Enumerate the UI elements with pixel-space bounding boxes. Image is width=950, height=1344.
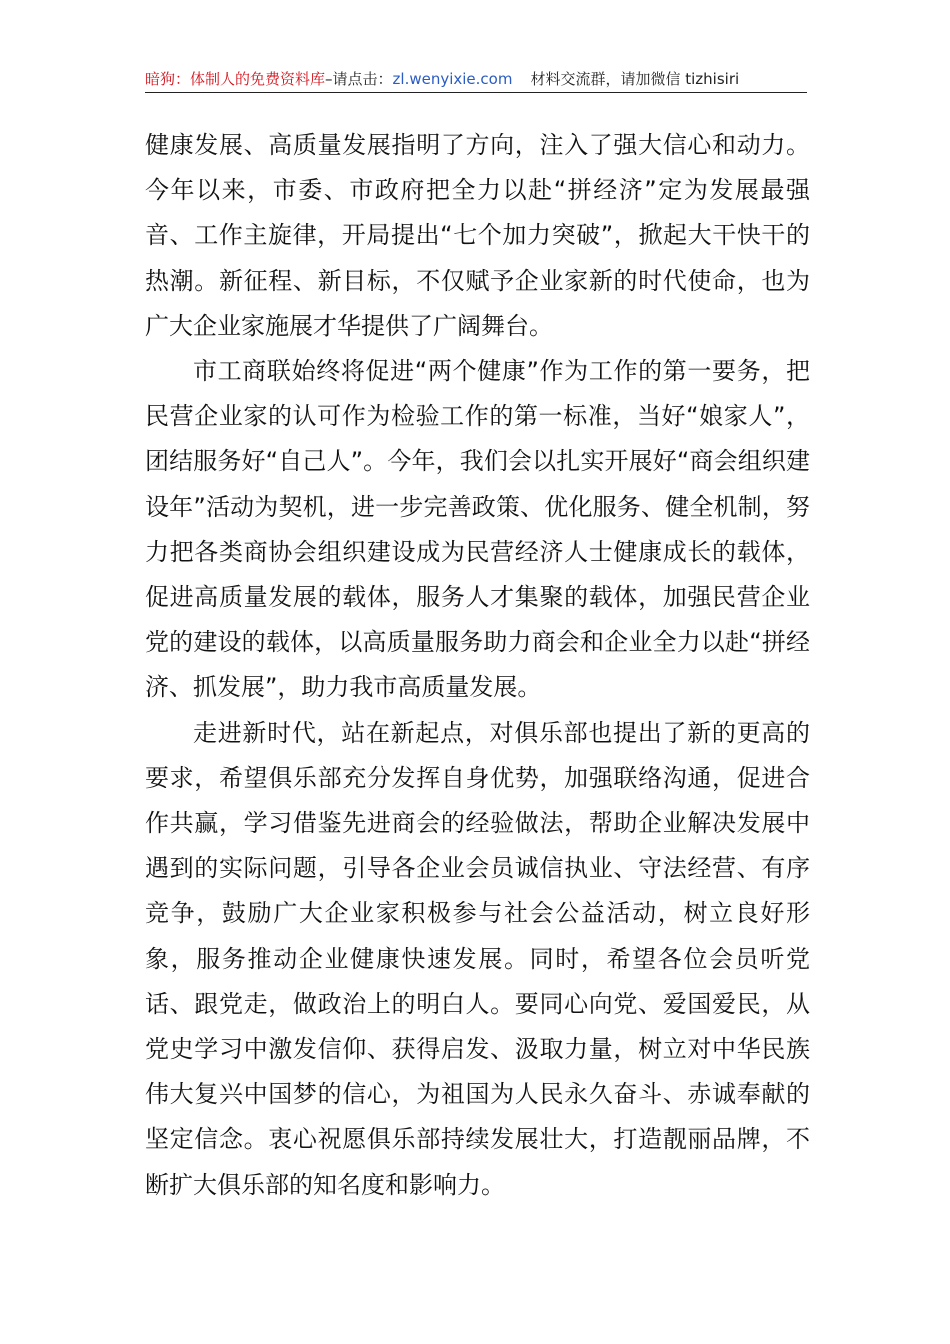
paragraph-federation: 市工商联始终将促进“两个健康”作为工作的第一要务，把民营企业家的认可作为检验工作的第一标准，当好“娘家人”，团结服务好“自己人”。今年，我们会以扎实开展好“商会组织建设年”活动为契机，进一步完善政策、优化服务、健全机制，努力把各类商协会组织建设成为民营经济人士健康成长的载体，促进高质量发展的载体，服务人才集聚的载体，加强民营企业党的建设的载体，以高质量服务助力商会和企业全力以赴“拼经济、抓发展”，助力我市高质量发展。	[145, 357, 810, 702]
document-body	[145, 123, 810, 1208]
header-click-prompt: –请点击：	[325, 70, 393, 88]
header-link[interactable]: zl.wenyixie.com	[392, 70, 513, 88]
header-brand: 暗狗：体制人的免费资料库	[145, 70, 326, 88]
paragraph-continuation: 健康发展、高质量发展指明了方向，注入了强大信心和动力。今年以来，市委、市政府把全力以赴“拼经济”定为发展最强音、工作主旋律，开局提出“七个加力突破”，掀起大干快干的热潮。新征程、新目标，不仅赋予企业家新的时代使命，也为广大企业家施展才华提供了广阔舞台。	[145, 131, 810, 340]
page-header	[145, 66, 807, 93]
paragraph-new-era: 走进新时代，站在新起点，对俱乐部也提出了新的更高的要求，希望俱乐部充分发挥自身优势，加强联络沟通，促进合作共赢，学习借鉴先进商会的经验做法，帮助企业解决发展中遇到的实际问题，引导各企业会员诚信执业、守法经营、有序竞争，鼓励广大企业家积极参与社会公益活动，树立良好形象，服务推动企业健康快速发展。同时，希望各位会员听党话、跟党走，做政治上的明白人。要同心向党、爱国爱民，从党史学习中激发信仰、获得启发、汲取力量，树立对中华民族伟大复兴中国梦的信心，为祖国为人民永久奋斗、赤诚奉献的坚定信念。衷心祝愿俱乐部持续发展壮大，打造靓丽品牌，不断扩大俱乐部的知名度和影响力。	[145, 718, 810, 1199]
header-group-text: 材料交流群，请加微信 tizhisiri	[530, 70, 740, 88]
